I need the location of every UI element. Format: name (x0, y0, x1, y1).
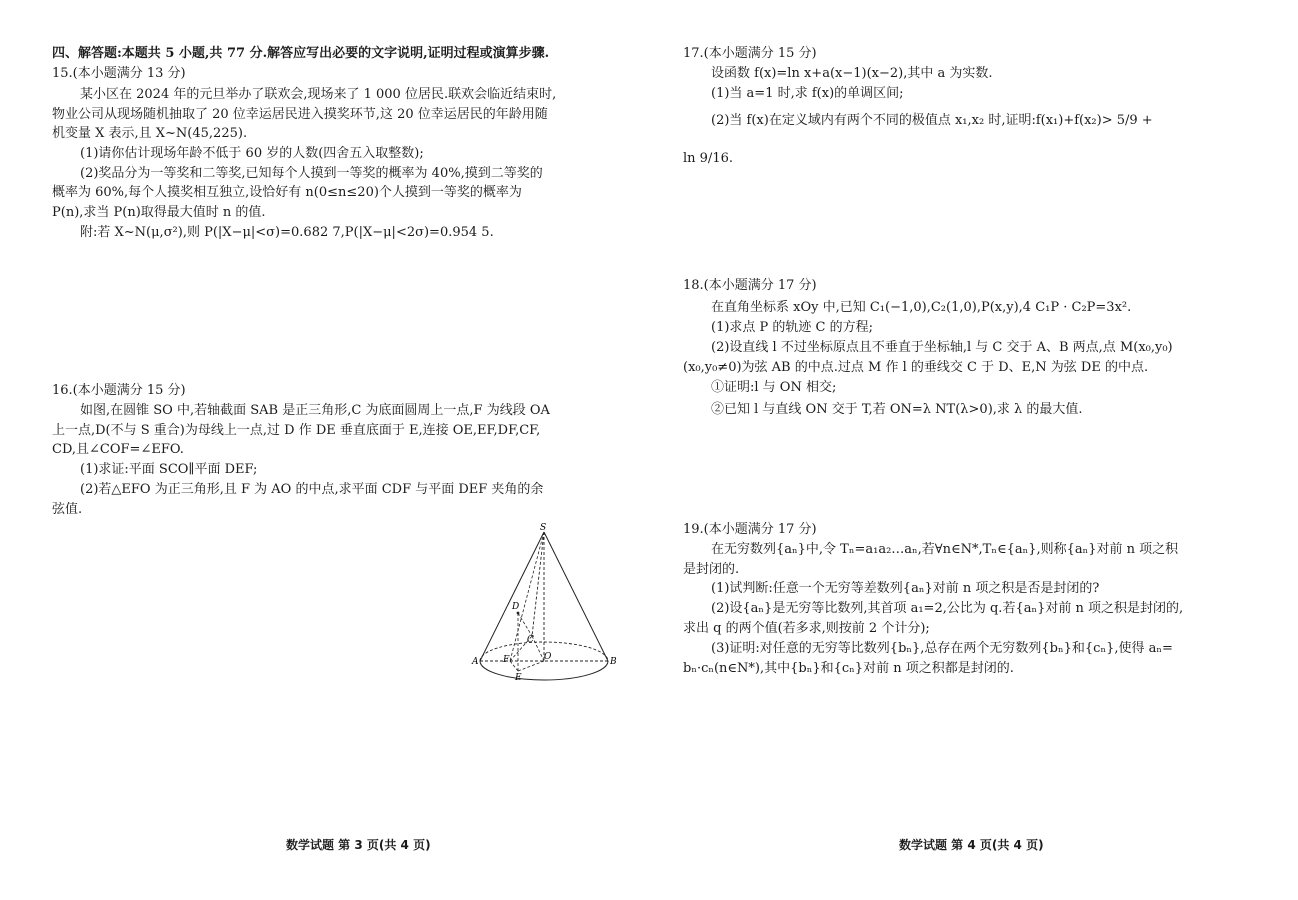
q19-title: 19.(本小题满分 17 分) (683, 522, 817, 537)
q18-line: (2)设直线 l 不过坐标原点且不垂直于坐标轴,l 与 C 交于 A、B 两点,点 M(x₀,y₀) (711, 340, 1173, 355)
q16-line: 如图,在圆锥 SO 中,若轴截面 SAB 是正三角形,C 为底面圆周上一点,F 为线段 OA (80, 403, 550, 418)
q19-line: (2)设{aₙ}是无穷等比数列,其首项 a₁=2,公比为 q.若{aₙ}对前 n 项之积是封闭的, (711, 601, 1184, 616)
q17-line: ln 9/16. (683, 151, 733, 166)
page-footer: 数学试题 第 4 页(共 4 页) (899, 838, 1044, 852)
q18-line: ①证明:l 与 ON 相交; (711, 380, 837, 395)
q19-line: 在无穷数列{aₙ}中,令 Tₙ=a₁a₂…aₙ,若∀n∈N*,Tₙ∈{aₙ},则称{aₙ}对前 n 项之积 (711, 542, 1179, 557)
label-C: C (527, 635, 534, 645)
label-A: A (472, 657, 479, 667)
q19-line: 求出 q 的两个值(若多求,则按前 2 个计分); (683, 621, 930, 636)
q16-line: 弦值. (52, 502, 83, 517)
label-F: F (503, 655, 510, 665)
page-footer: 数学试题 第 3 页(共 4 页) (286, 838, 431, 852)
q15-line: (1)请你估计现场年龄不低于 60 岁的人数(四舍五入取整数); (80, 146, 424, 161)
q17-line: (1)当 a=1 时,求 f(x)的单调区间; (711, 86, 904, 101)
label-D: D (512, 602, 520, 612)
q18-line: (x₀,y₀≠0)为弦 AB 的中点.过点 M 作 l 的垂线交 C 于 D、E,N 为弦 DE 的中点. (683, 360, 1149, 375)
section-header: 四、解答题:本题共 5 小题,共 77 分.解答应写出必要的文字说明,证明过程或演算步骤. (52, 46, 550, 61)
q15-line: 概率为 60%,每个人摸奖相互独立,设恰好有 n(0≤n≤20)个人摸到一等奖的概率为 (52, 185, 522, 200)
q19-line: (3)证明:对任意的无穷等比数列{bₙ},总存在两个无穷数列{bₙ}和{cₙ},使得 aₙ= (711, 641, 1173, 656)
q19-line: (1)试判断:任意一个无穷等差数列{aₙ}对前 n 项之积是否是封闭的? (711, 581, 1100, 596)
q17-line: (2)当 f(x)在定义域内有两个不同的极值点 x₁,x₂ 时,证明:f(x₁)+f(x₂)> 5/9 + (711, 113, 1153, 128)
q16-line: CD,且∠COF=∠EFO. (52, 442, 184, 457)
cone-figure (460, 518, 630, 690)
q15-line: P(n),求当 P(n)取得最大值时 n 的值. (52, 205, 266, 220)
q17-title: 17.(本小题满分 15 分) (683, 46, 817, 61)
q16-title: 16.(本小题满分 15 分) (52, 383, 186, 398)
label-B: B (610, 657, 617, 667)
q15-line: 机变量 X 表示,且 X~N(45,225). (52, 126, 248, 141)
q18-title: 18.(本小题满分 17 分) (683, 278, 817, 293)
q15-title: 15.(本小题满分 13 分) (52, 66, 186, 81)
q16-line: 上一点,D(不与 S 重合)为母线上一点,过 D 作 DE 垂直底面于 E,连接 OE,EF,DF,CF, (52, 423, 541, 438)
q19-line: 是封闭的. (683, 562, 740, 577)
label-E: E (515, 673, 522, 683)
q16-line: (2)若△EFO 为正三角形,且 F 为 AO 的中点,求平面 CDF 与平面 DEF 夹角的余 (80, 482, 544, 497)
q18-line: (1)求点 P 的轨迹 C 的方程; (711, 320, 874, 335)
q15-line: 物业公司从现场随机抽取了 20 位幸运居民进入摸奖环节,这 20 位幸运居民的年龄用随 (52, 107, 548, 122)
q17-line: 设函数 f(x)=ln x+a(x−1)(x−2),其中 a 为实数. (711, 66, 993, 81)
label-O: O (544, 652, 552, 662)
q15-line: 附:若 X~N(μ,σ²),则 P(|X−μ|<σ)=0.682 7,P(|X−μ|<2σ)=0.954 5. (80, 225, 494, 240)
q18-line: 在直角坐标系 xOy 中,已知 C₁(−1,0),C₂(1,0),P(x,y),4 C₁P · C₂P=3x². (711, 300, 1132, 315)
label-S: S (540, 523, 547, 533)
q15-line: (2)奖品分为一等奖和二等奖,已知每个人摸到一等奖的概率为 40%,摸到二等奖的 (80, 166, 543, 181)
q16-line: (1)求证:平面 SCO∥平面 DEF; (80, 462, 258, 477)
q19-line: bₙ·cₙ(n∈N*),其中{bₙ}和{cₙ}对前 n 项之积都是封闭的. (683, 661, 1014, 676)
q15-line: 某小区在 2024 年的元旦举办了联欢会,现场来了 1 000 位居民.联欢会临近结束时, (80, 87, 557, 102)
q18-line: ②已知 l 与直线 ON 交于 T,若 ON=λ NT(λ>0),求 λ 的最大值. (711, 402, 1083, 417)
